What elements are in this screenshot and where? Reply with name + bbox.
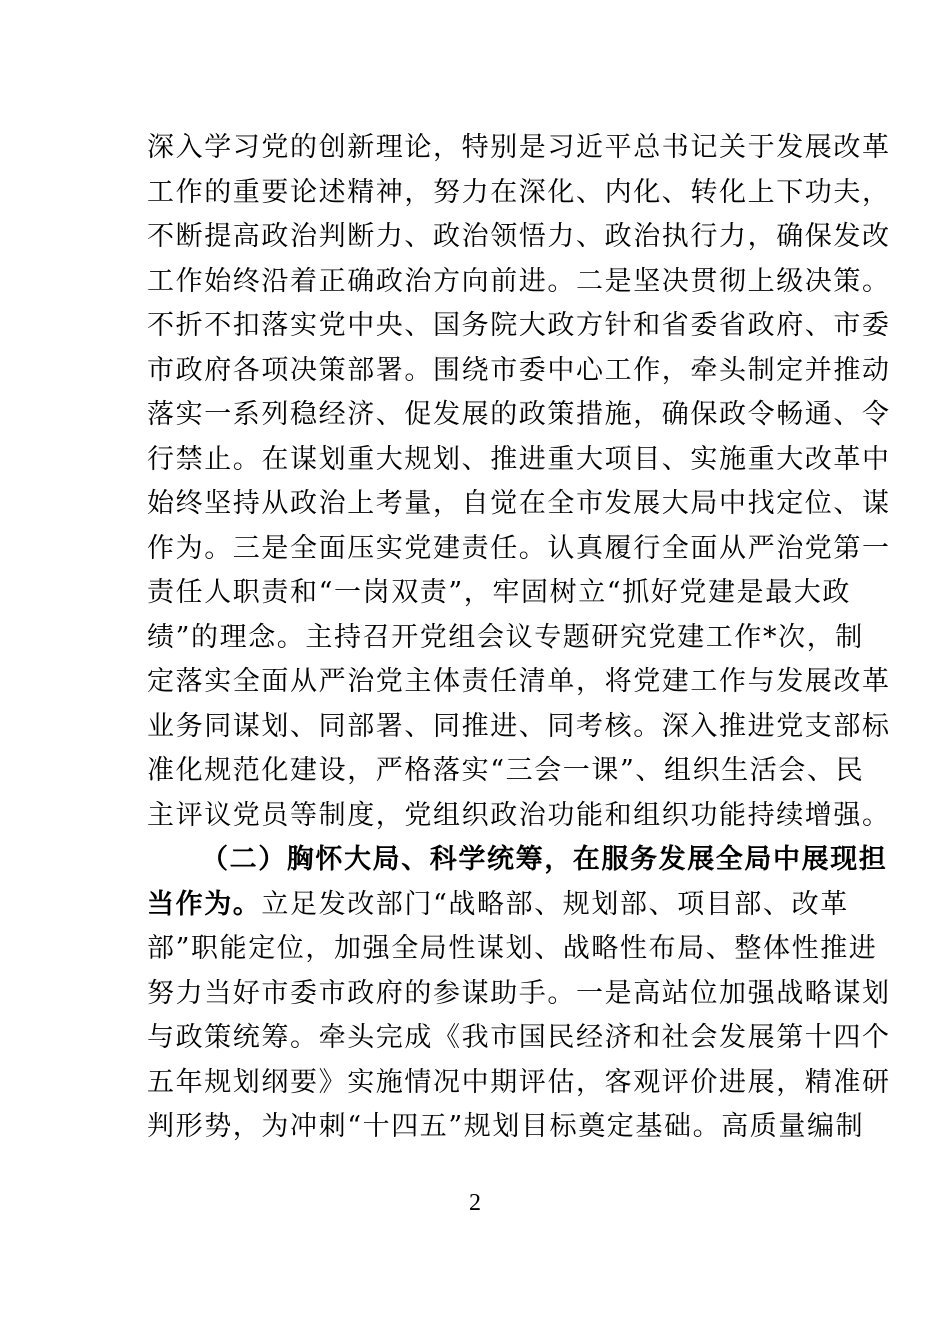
- text-line: 深入学习党的创新理论，特别是习近平总书记关于发展改革: [147, 132, 891, 163]
- text-line: 绩”的理念。主持召开党组会议专题研究党建工作*次，制: [147, 621, 864, 653]
- text-line: 行禁止。在谋划重大规划、推进重大项目、实施重大改革中: [147, 443, 891, 475]
- text-line: 业务同谋划、同部署、同推进、同考核。深入推进党支部标: [147, 710, 891, 742]
- body-text: [147, 126, 891, 1150]
- text-line: 作为。三是全面压实党建责任。认真履行全面从严治党第一: [147, 532, 891, 564]
- text-line: 努力当好市委市政府的参谋助手。一是高站位加强战略谋划: [147, 977, 891, 1009]
- text-line: 定落实全面从严治党主体责任清单，将党建工作与发展改革: [147, 666, 891, 697]
- section-heading-end: 当作为。: [147, 888, 262, 920]
- section-heading: （二）胸怀大局、科学统筹，在服务发展全局中展现担: [201, 844, 888, 875]
- text-line: 工作的重要论述精神，努力在深化、内化、转化上下功夫，: [147, 176, 891, 208]
- text-line: 落实一系列稳经济、促发展的政策措施，确保政令畅通、令: [147, 399, 891, 430]
- text-line: 责任人职责和“一岗双责”，牢固树立“抓好党建是最大政: [147, 577, 852, 608]
- text-line: 五年规划纲要》实施情况中期评估，客观评价进展，精准研: [147, 1066, 891, 1098]
- text-line: 不断提高政治判断力、政治领悟力、政治执行力，确保发改: [147, 221, 891, 252]
- text-line: 判形势，为冲刺“十四五”规划目标奠定基础。高质量编制: [147, 1111, 865, 1142]
- text-line: 始终坚持从政治上考量，自觉在全市发展大局中找定位、谋: [147, 488, 891, 519]
- text-line-rest: 立足发改部门“战略部、规划部、项目部、改革: [261, 888, 849, 920]
- page-number: 2: [469, 1190, 481, 1216]
- text-line: 部”职能定位，加强全局性谋划、战略性布局、整体性推进: [147, 933, 878, 964]
- text-line: 不折不扣落实党中央、国务院大政方针和省委省政府、市委: [147, 310, 891, 341]
- section-heading-continuation: [147, 883, 849, 928]
- text-line: 工作始终沿着正确政治方向前进。二是坚决贯彻上级决策。: [147, 265, 891, 297]
- text-line: 准化规范化建设，严格落实“三会一课”、组织生活会、民: [147, 755, 865, 786]
- text-line: 市政府各项决策部署。围绕市委中心工作，牵头制定并推动: [147, 354, 891, 386]
- text-line: 主评议党员等制度，党组织政治功能和组织功能持续增强。: [147, 799, 891, 831]
- text-line: 与政策统筹。牵头完成《我市国民经济和社会发展第十四个: [147, 1022, 891, 1053]
